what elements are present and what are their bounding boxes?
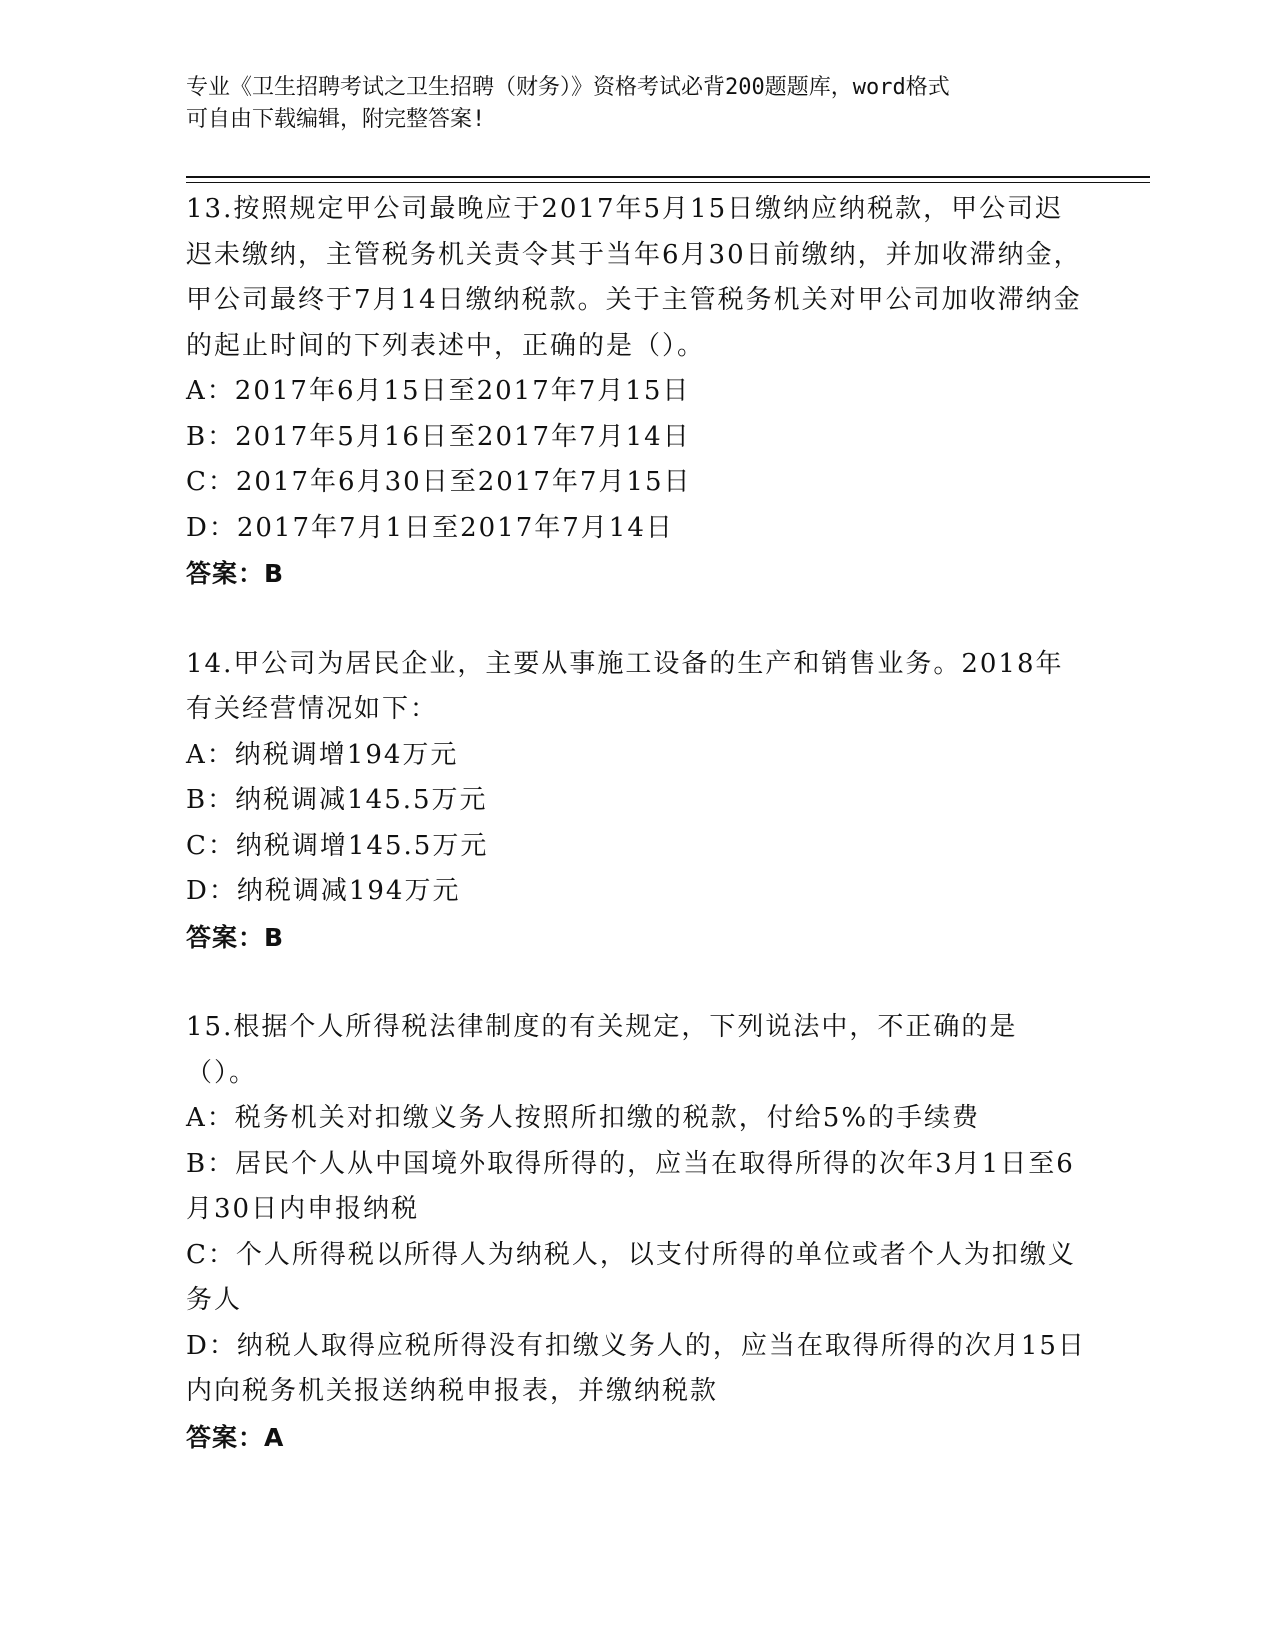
option-a: A：税务机关对扣缴义务人按照所扣缴的税款，付给5%的手续费 bbox=[186, 1103, 981, 1133]
option-a: A：纳税调增194万元 bbox=[186, 739, 459, 770]
question-text: 13.按照规定甲公司最晚应于2017年5月15日缴纳应纳税款，甲公司迟迟未缴纳，主管税务机关责令其于当年6月30日前缴纳，并加收滞纳金，甲公司最终于7月14日缴纳税款。关于主管税务机关对甲公司加收滞纳金的起止时间的下列表述中，正确的是（）。 bbox=[186, 194, 1082, 361]
question-text: 14.甲公司为居民企业，主要从事施工设备的生产和销售业务。2018年有关经营情况如下： bbox=[186, 648, 1064, 724]
option-b: B：居民个人从中国境外取得所得的，应当在取得所得的次年3月1日至6月30日内申报纳税 bbox=[186, 1148, 1075, 1224]
option-d: D：纳税人取得应税所得没有扣缴义务人的，应当在取得所得的次月15日内向税务机关报送纳税申报表，并缴纳税款 bbox=[186, 1330, 1086, 1406]
answer-line: 答案：B bbox=[186, 922, 285, 952]
question-15 bbox=[186, 1005, 1086, 1460]
option-c: C：2017年6月30日至2017年7月15日 bbox=[186, 467, 692, 497]
document-header bbox=[186, 72, 1086, 136]
header-divider-thick bbox=[186, 176, 1150, 178]
option-d: D：2017年7月1日至2017年7月14日 bbox=[186, 512, 674, 543]
option-a: A：2017年6月15日至2017年7月15日 bbox=[186, 376, 691, 406]
option-d: D：纳税调减194万元 bbox=[186, 876, 461, 906]
header-line-2: 可自由下载编辑，附完整答案! bbox=[186, 107, 486, 132]
option-c: C：纳税调增145.5万元 bbox=[186, 830, 489, 861]
question-14 bbox=[186, 642, 1086, 961]
option-c: C：个人所得税以所得人为纳税人，以支付所得的单位或者个人为扣缴义务人 bbox=[186, 1239, 1076, 1315]
question-list bbox=[186, 187, 1086, 1460]
header-divider-thin bbox=[186, 182, 1150, 183]
answer-line: 答案：A bbox=[186, 1422, 285, 1452]
option-b: B：2017年5月16日至2017年7月14日 bbox=[186, 421, 691, 452]
header-line-1: 专业《卫生招聘考试之卫生招聘（财务）》资格考试必背200题题库，word格式 bbox=[186, 75, 950, 100]
question-text: 15.根据个人所得税法律制度的有关规定，下列说法中，不正确的是（）。 bbox=[186, 1012, 1018, 1088]
answer-line: 答案：B bbox=[186, 559, 285, 588]
option-b: B：纳税调减145.5万元 bbox=[186, 785, 488, 815]
question-13 bbox=[186, 187, 1086, 597]
